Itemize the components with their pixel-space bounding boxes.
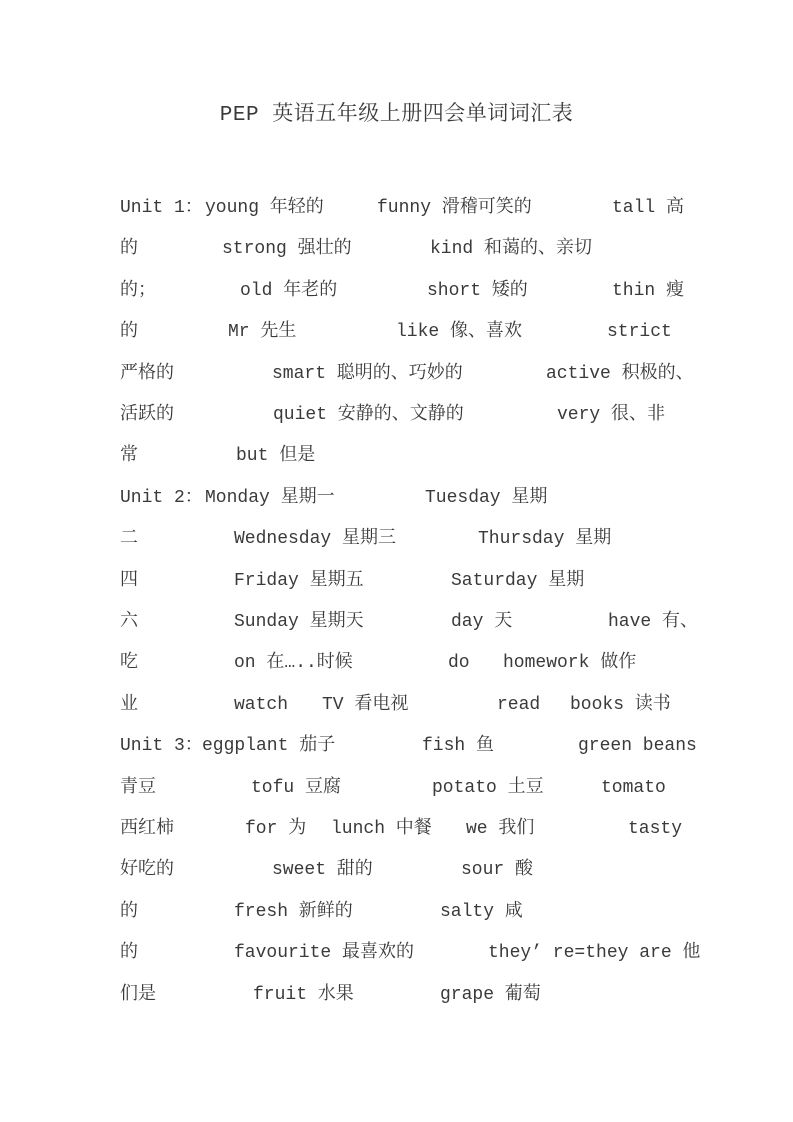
vocab-line <box>0 940 793 966</box>
vocab-segment: like 像、喜欢 <box>396 322 523 343</box>
vocab-segment: smart 聪明的、巧妙的 <box>272 363 463 384</box>
vocab-segment: Wednesday 星期三 <box>234 529 397 550</box>
vocab-segment: do <box>448 653 470 674</box>
vocab-line <box>0 650 793 676</box>
vocab-line <box>0 982 793 1008</box>
vocab-segment: Unit 2： <box>120 487 203 508</box>
vocab-segment: 常 <box>120 446 138 467</box>
vocab-segment: strict <box>607 322 672 343</box>
vocab-segment: fresh 新鲜的 <box>234 901 353 922</box>
document-title: PEP 英语五年级上册四会单词词汇表 <box>219 104 574 127</box>
vocab-segment: Monday 星期一 <box>205 487 335 508</box>
vocab-segment: homework 做作 <box>503 653 637 674</box>
vocab-segment: on 在…..时候 <box>234 653 353 674</box>
vocab-line <box>0 361 793 387</box>
vocab-line <box>0 609 793 635</box>
vocab-segment: Unit 3： <box>120 736 203 757</box>
vocab-segment: tall 高 <box>612 198 685 218</box>
vocab-segment: salty 咸 <box>440 901 523 922</box>
vocab-segment: strong 强壮的 <box>222 239 352 260</box>
vocab-line <box>0 857 793 883</box>
vocab-segment: very 很、非 <box>557 405 666 425</box>
vocab-segment: grape 葡萄 <box>440 984 541 1005</box>
vocab-line <box>0 485 793 511</box>
vocab-segment: 好吃的 <box>120 860 174 881</box>
vocab-segment: Tuesday 星期 <box>425 487 548 508</box>
vocab-line <box>0 319 793 345</box>
vocab-line <box>0 443 793 469</box>
vocab-segment: green beans <box>578 736 697 757</box>
vocab-segment: 青豆 <box>120 777 156 798</box>
vocab-segment: short 矮的 <box>427 280 528 301</box>
vocab-segment: but 但是 <box>236 446 316 467</box>
vocab-segment: fruit 水果 <box>253 984 354 1005</box>
vocab-line <box>0 899 793 925</box>
vocab-segment: 严格的 <box>120 363 174 384</box>
vocab-line <box>0 278 793 304</box>
vocab-line <box>0 816 793 842</box>
vocab-line <box>0 568 793 594</box>
vocab-segment: young 年轻的 <box>205 198 324 218</box>
vocab-line <box>0 526 793 552</box>
vocab-line <box>0 775 793 801</box>
vocab-line <box>0 692 793 718</box>
vocab-segment: 的 <box>120 239 138 260</box>
vocab-segment: have 有、 <box>608 612 699 632</box>
vocab-segment: favourite 最喜欢的 <box>234 943 415 964</box>
vocab-segment: 四 <box>120 570 138 591</box>
vocab-segment: eggplant 茄子 <box>202 736 336 757</box>
vocab-segment: 活跃的 <box>120 405 174 425</box>
vocab-segment: 的 <box>120 322 138 343</box>
vocab-segment: Sunday 星期天 <box>234 612 364 632</box>
vocab-segment: 二 <box>120 529 138 550</box>
vocab-line <box>0 195 793 221</box>
vocab-segment: Mr 先生 <box>228 322 297 343</box>
vocab-line <box>0 402 793 428</box>
vocab-segment: 的； <box>120 280 156 301</box>
vocab-segment: Thursday 星期 <box>478 529 612 550</box>
vocab-segment: tasty <box>628 819 683 839</box>
vocab-segment: 西红柿 <box>120 819 174 839</box>
vocab-segment: Friday 星期五 <box>234 570 364 591</box>
vocab-segment: kind 和蔼的、亲切 <box>430 239 593 260</box>
vocab-segment: potato 土豆 <box>432 777 544 798</box>
vocab-segment: active 积极的、 <box>546 363 694 384</box>
vocab-segment: Unit 1： <box>120 198 203 218</box>
vocab-segment: day 天 <box>451 612 513 632</box>
vocab-segment: TV 看电视 <box>322 694 409 715</box>
vocab-segment: sour 酸 <box>461 860 534 881</box>
vocab-segment: for 为 <box>245 819 307 839</box>
vocab-segment: 的 <box>120 901 138 922</box>
vocab-segment: 吃 <box>120 653 138 674</box>
vocab-segment: books 读书 <box>570 694 671 715</box>
vocab-segment: tomato <box>601 777 666 798</box>
vocab-segment: quiet 安静的、文静的 <box>273 405 464 425</box>
vocab-segment: Saturday 星期 <box>451 570 585 591</box>
vocab-segment: funny 滑稽可笑的 <box>377 198 532 218</box>
vocab-segment: watch <box>234 694 289 715</box>
vocab-segment: 业 <box>120 694 138 715</box>
vocab-segment: old 年老的 <box>240 280 338 301</box>
vocab-line <box>0 733 793 759</box>
vocab-segment: lunch 中餐 <box>331 819 432 839</box>
vocab-segment: 的 <box>120 943 138 964</box>
vocab-segment: they’ re=they are 他 <box>488 943 701 964</box>
vocab-segment: sweet 甜的 <box>272 860 373 881</box>
vocab-segment: 们是 <box>120 984 156 1005</box>
vocab-segment: read <box>497 694 541 715</box>
vocab-line <box>0 236 793 262</box>
vocab-segment: fish 鱼 <box>422 736 495 757</box>
vocab-segment: tofu 豆腐 <box>251 777 342 798</box>
vocab-segment: thin 瘦 <box>612 280 685 301</box>
vocab-segment: we 我们 <box>466 819 535 839</box>
vocab-segment: 六 <box>120 612 138 632</box>
